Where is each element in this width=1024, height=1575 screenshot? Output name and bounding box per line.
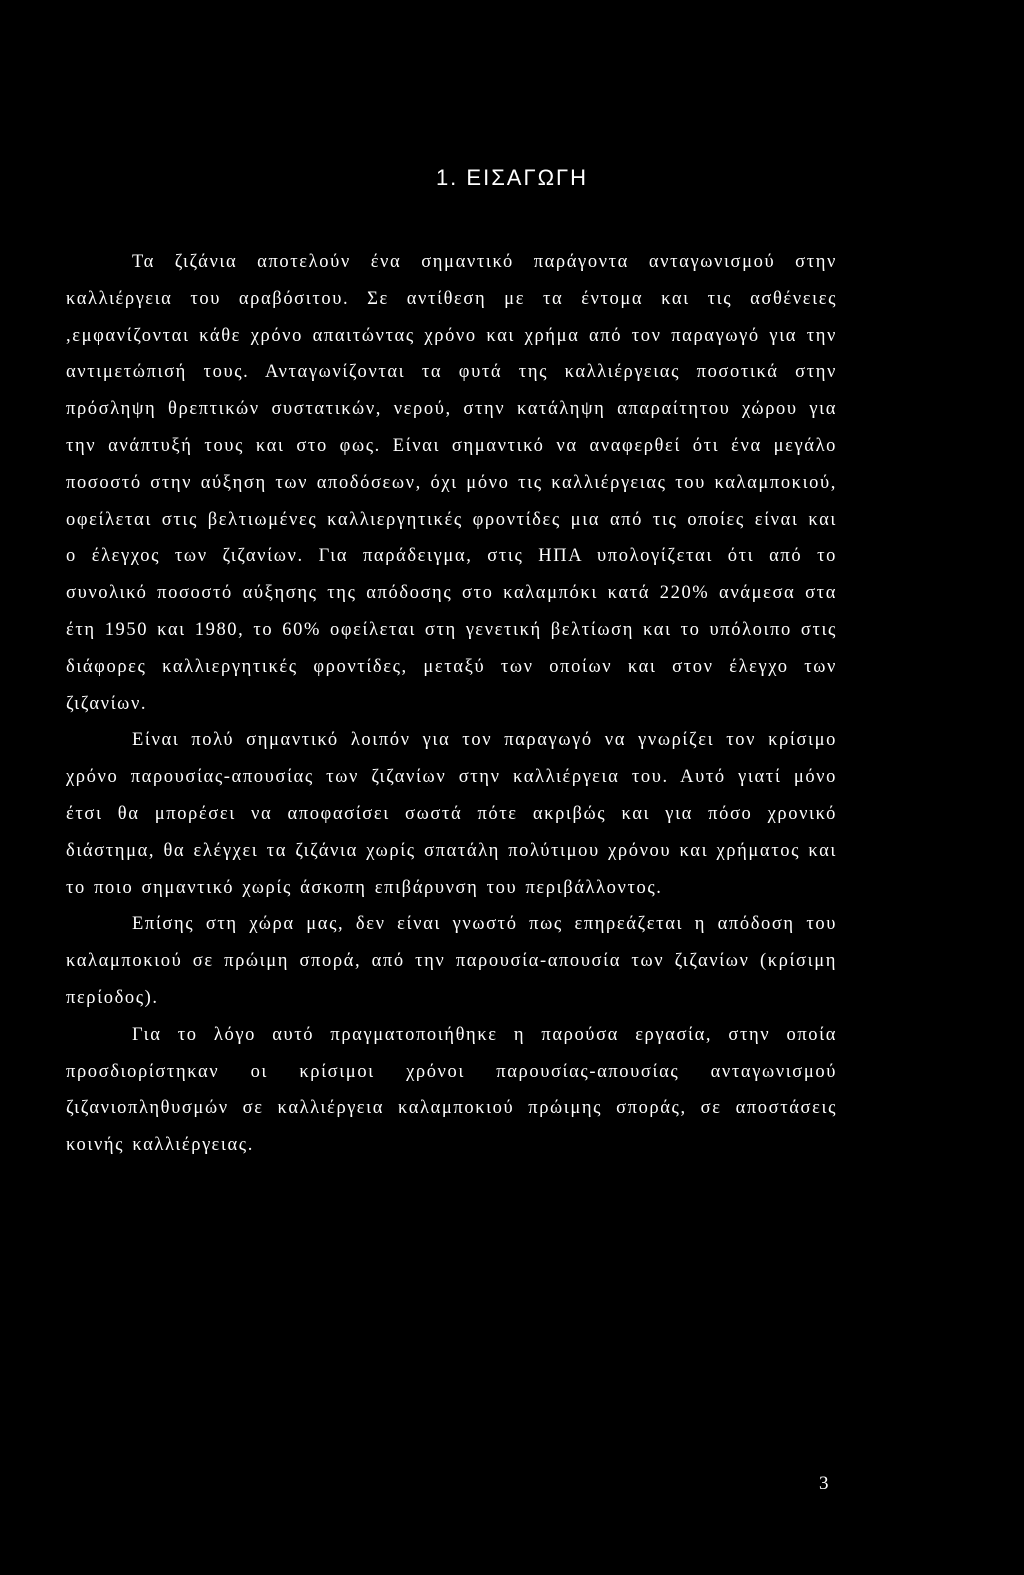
paragraph: Για το λόγο αυτό πραγματοποιήθηκε η παρούσα εργασία, στην οποία προσδιορίστηκαν οι κρίσιμοι χρόνοι παρουσίας-απουσίας ανταγωνισμού ζιζανιοπληθυσμών σε καλλιέργεια καλαμποκιού πρώιμης σποράς, σε αποστάσεις κοινής καλλιέργειας. xyxy=(66,1024,837,1156)
section-title: ΕΙΣΑΓΩΓΗ xyxy=(466,165,589,190)
section-number: 1. xyxy=(435,165,459,190)
paragraph: Τα ζιζάνια αποτελούν ένα σημαντικό παράγοντα ανταγωνισμού στην καλλιέργεια του αραβόσιτου. Σε αντίθεση με τα έντομα και τις ασθένειες ,εμφανίζονται κάθε χρόνο απαιτώντας χρόνο και χρήμα από τον παραγωγό για την αντιμετώπισή τους. Ανταγωνίζονται τα φυτά της καλλιέργειας ποσοτικά στην πρόσληψη θρεπτικών συστατικών, νερού, στην κατάληψη απαραίτητου χώρου για την ανάπτυξή τους και στο φως. Είναι σημαντικό να αναφερθεί ότι ένα μεγάλο ποσοστό στην αύξηση των αποδόσεων, όχι μόνο τις καλλιέργειας του καλαμποκιού, οφείλεται στις βελτιωμένες καλλιεργητικές φροντίδες μια από τις οποίες είναι και ο έλεγχος των ζιζανίων. Για παράδειγμα, στις ΗΠΑ υπολογίζεται ότι από το συνολικό ποσοστό αύξησης της απόδοσης στο καλαμπόκι κατά 220% ανάμεσα στα έτη 1950 και 1980, το 60% οφείλεται στη γενετική βελτίωση και το υπόλοιπο στις διάφορες καλλιεργητικές φροντίδες, μεταξύ των οποίων και στον έλεγχο των ζιζανίων. xyxy=(66,252,837,714)
paragraph: Επίσης στη χώρα μας, δεν είναι γνωστό πως επηρεάζεται η απόδοση του καλαμποκιού σε πρώιμη σπορά, από την παρουσία-απουσία των ζιζανίων (κρίσιμη περίοδος). xyxy=(66,914,837,1008)
page-number: 3 xyxy=(819,1473,829,1494)
paragraph: Είναι πολύ σημαντικό λοιπόν για τον παραγωγό να γνωρίζει τον κρίσιμο χρόνο παρουσίας-απουσίας των ζιζανίων στην καλλιέργεια του. Αυτό γιατί μόνο έτσι θα μπορέσει να αποφασίσει σωστά πότε ακριβώς και για πόσο χρονικό διάστημα, θα ελέγχει τα ζιζάνια χωρίς σπατάλη πολύτιμου χρόνου και χρήματος και το ποιο σημαντικό χωρίς άσκοπη επιβάρυνση του περιβάλλοντος. xyxy=(66,730,837,898)
body-text xyxy=(66,244,837,1164)
section-heading xyxy=(0,165,1024,191)
